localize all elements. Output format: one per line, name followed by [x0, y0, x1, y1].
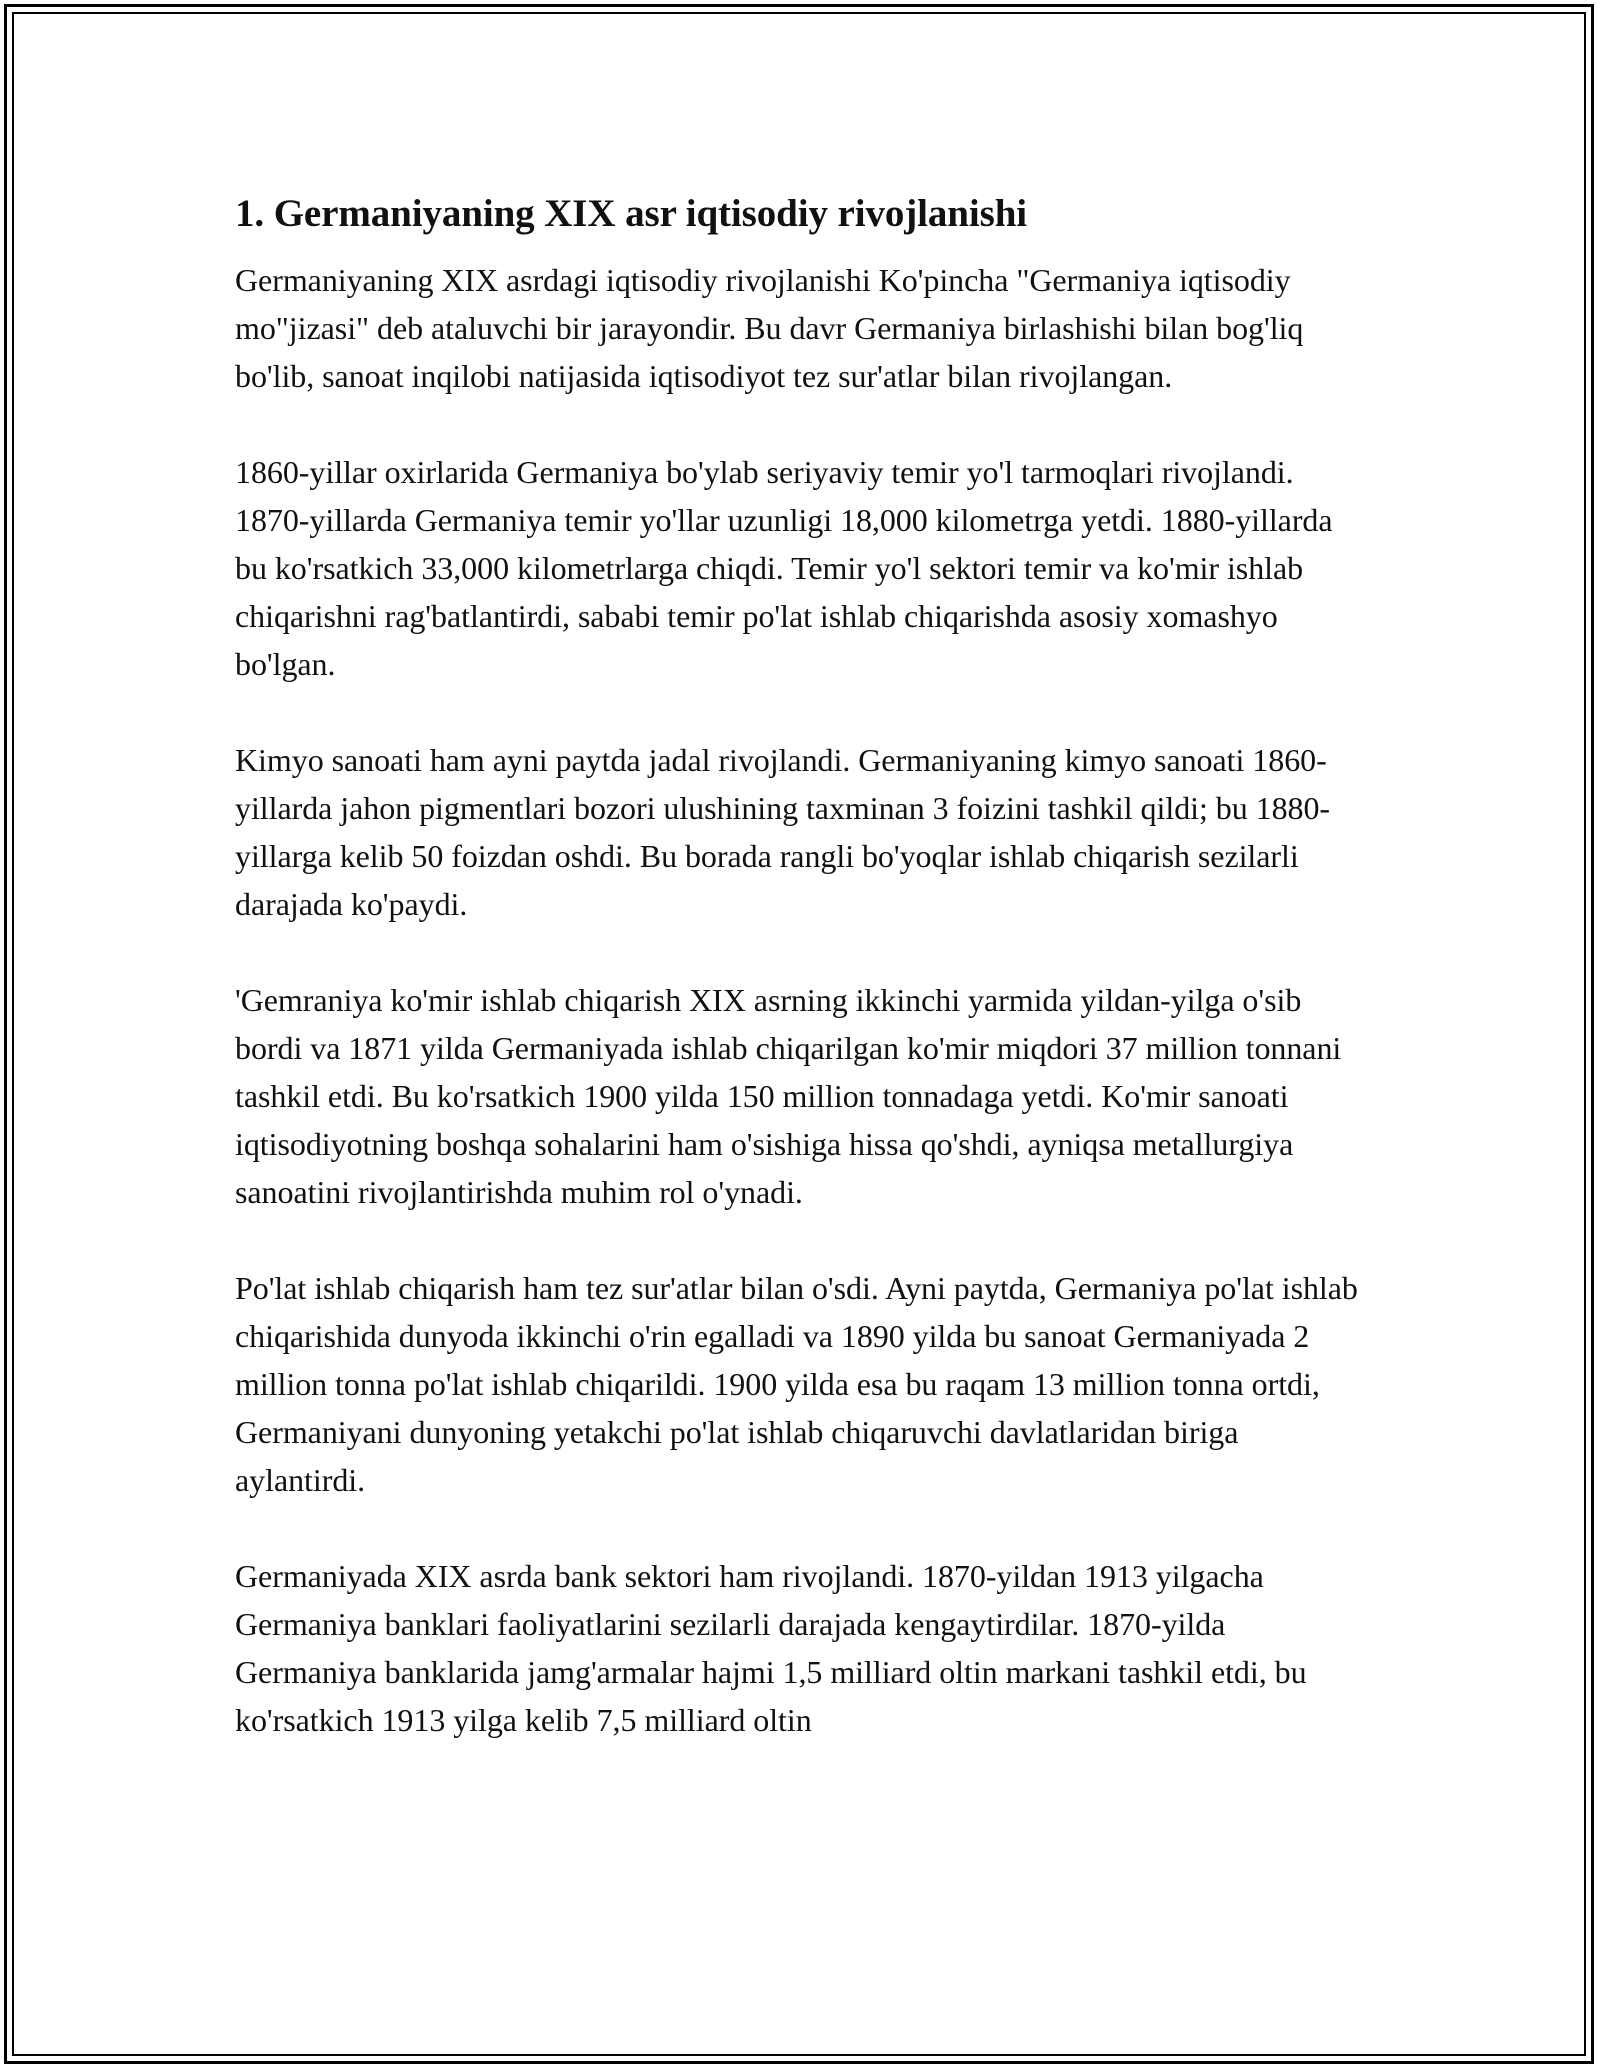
paragraph-steel: Po'lat ishlab chiqarish ham tez sur'atlar bilan o'sdi. Ayni paytda, Germaniya po'lat ishlab chiqarishida dunyoda ikkinchi o'rin egalladi va 1890 yilda bu sanoat Germaniyada 2 million tonna po'lat ishlab chiqarildi. 1900 yilda esa bu raqam 13 million tonna ortdi, Germaniyani dunyoning yetakchi po'lat ishlab chiqaruvchi davlatlaridan biriga aylantirdi.: [235, 1270, 1358, 1498]
paragraph-coal: 'Gemraniya ko'mir ishlab chiqarish XIX asrning ikkinchi yarmida yildan-yilga o'sib bordi va 1871 yilda Germaniyada ishlab chiqarilgan ko'mir miqdori 37 million tonnani tashkil etdi. Bu ko'rsatkich 1900 yilda 150 million tonnadaga yetdi. Ko'mir sanoati iqtisodiyotning boshqa sohalarini ham o'sishiga hissa qo'shdi, ayniqsa metallurgiya sanoatini rivojlantirishda muhim rol o'ynadi.: [235, 982, 1342, 1210]
document-body: [235, 186, 1370, 1744]
paragraph-banking: Germaniyada XIX asrda bank sektori ham rivojlandi. 1870-yildan 1913 yilgacha Germaniya banklari faoliyatlarini sezilarli darajada kengaytirdilar. 1870-yilda Germaniya banklarida jamg'armalar hajmi 1,5 milliard oltin markani tashkil etdi, bu ko'rsatkich 1913 yilga kelib 7,5 milliard oltin: [235, 1558, 1307, 1738]
paragraph-chemical-industry: Kimyo sanoati ham ayni paytda jadal rivojlandi. Germaniyaning kimyo sanoati 1860-yillarda jahon pigmentlari bozori ulushining taxminan 3 foizini tashkil qildi; bu 1880-yillarga kelib 50 foizdan oshdi. Bu borada rangli bo'yoqlar ishlab chiqarish sezilarli darajada ko'paydi.: [235, 742, 1331, 922]
section-heading: 1. Germaniyaning XIX asr iqtisodiy rivojlanishi: [235, 192, 1028, 235]
paragraph-intro: Germaniyaning XIX asrdagi iqtisodiy rivojlanishi Ko'pincha "Germaniya iqtisodiy mo"jizasi" deb ataluvchi bir jarayondir. Bu davr Germaniya birlashishi bilan bog'liq bo'lib, sanoat inqilobi natijasida iqtisodiyot tez sur'atlar bilan rivojlangan.: [235, 262, 1304, 394]
paragraph-railways: 1860-yillar oxirlarida Germaniya bo'ylab seriyaviy temir yo'l tarmoqlari rivojlandi. 1870-yillarda Germaniya temir yo'llar uzunligi 18,000 kilometrga yetdi. 1880-yillarda bu ko'rsatkich 33,000 kilometrlarga chiqdi. Temir yo'l sektori temir va ko'mir ishlab chiqarishni rag'batlantirdi, sababi temir po'lat ishlab chiqarishda asosiy xomashyo bo'lgan.: [235, 454, 1333, 682]
